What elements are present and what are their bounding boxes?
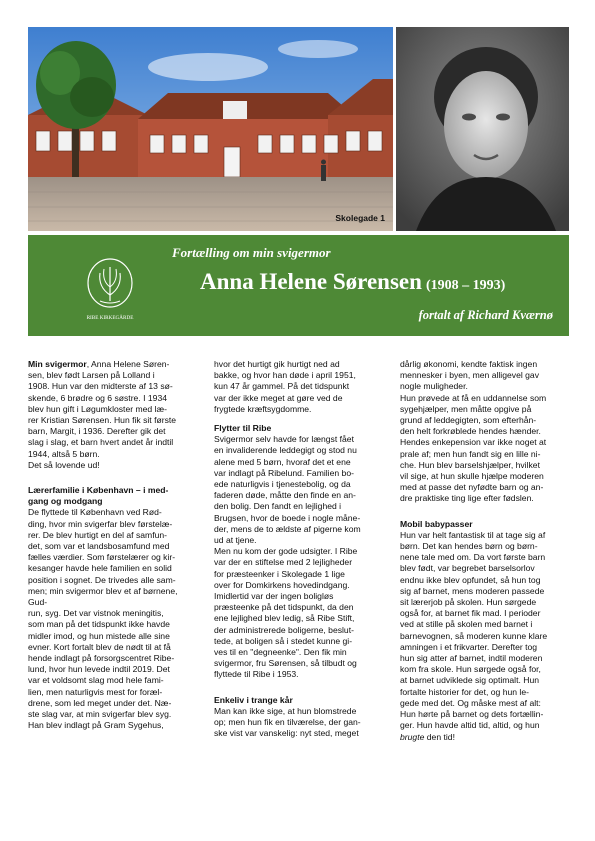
text-line: faderen døde, måtte den finde en an- [214, 490, 356, 501]
text-line: Man kan ikke sige, at hun blomstrede [214, 705, 357, 716]
text-line: Han blev indlagt på Gram Sygehus, [28, 720, 164, 731]
text-line: midler imod, og hun mistede alle sine [28, 630, 170, 641]
text-line: sygehjælper, men måtte opgive på [400, 403, 532, 414]
text-line: alene med 5 børn, hvoraf det et ene [214, 456, 351, 467]
text-line: kun 47 år gammel. På det tidspunkt [214, 381, 350, 392]
text-line: var der en stiftelse med 2 lejligheder [214, 557, 353, 568]
text-line: ske vist var vanskelig: nyt sted, meget [214, 728, 359, 739]
text-line: dre praktiske ting lige efter fødslen. [400, 493, 534, 504]
text-line: barnevognen, så moderen kunne klare [400, 630, 548, 641]
text-line: run, syg. Det var vistnok meningitis, [28, 608, 164, 619]
text-line: lund, hvor hun levede indtil 2019. Det [28, 664, 170, 675]
text-line: De flyttede til København ved Rød- [28, 507, 162, 518]
text-line: grund af leddegigten, som efterhån- [400, 415, 537, 426]
text-line: at barnet udviklede sig optimalt. Hun [400, 675, 540, 686]
text-line: hvor det hurtigt gik hurtigt ned ad [214, 359, 340, 369]
text-line: sen, blev født Larsen på Lolland i [28, 370, 155, 381]
emphasis-brugte: brugte [400, 731, 425, 742]
section-heading-mobil-babypasser: Mobil babypasser [400, 518, 473, 529]
text-line: Hun var helt fantastisk til at tage sig af [400, 529, 546, 540]
text-line: det, som var et landsbosamfund med [28, 541, 170, 552]
text-line: che. Hun blev barselshjælper, hvilket [400, 459, 540, 470]
life-years: (1908 – 1993) [425, 278, 506, 293]
portrait-photo [396, 27, 569, 231]
text-line: amningen i et frikvarter. Derefter tog [400, 641, 538, 652]
text-line: mennesker i byen, men alligevel gav [400, 370, 540, 381]
text-line: position i sognet. De trivedes alle sam- [28, 574, 176, 585]
person-name: Anna Helene Sørensen [200, 269, 422, 294]
section-heading-enkeliv: Enkeliv i trange kår [214, 694, 293, 705]
text-line: frygtede kræftsygdomme. [214, 403, 312, 414]
text-line: 1944, altså 5 børn. [28, 448, 100, 459]
section-heading-flytter-til-ribe: Flytter til Ribe [214, 423, 272, 434]
text-line: gede med det. Og måske mest af alt: [400, 697, 541, 708]
text-line: ede naturligvis i tjenestebolig, og da [214, 479, 351, 490]
text-line: drene, som led meget under det. Næ- [28, 697, 172, 708]
text-line: men; min svigermor blev et af børnene, Gud- [28, 585, 178, 608]
text-line: vil sige, at hun skulle hjælpe moderen [400, 471, 544, 482]
ribe-kirkegaarde-logo [78, 249, 142, 323]
column-3 [400, 359, 568, 743]
text-line: nogle muligheder. [400, 381, 468, 392]
text-line: dårlig økonomi, kendte faktisk ingen [400, 359, 538, 369]
text-line: Hun hørte på barnet og dets fortællin- [400, 709, 544, 720]
text-line: svigermor, fru Sørensen, så tilbudt og [214, 658, 357, 669]
text-line: hun sig atter af barnet, indtil moderen [400, 653, 543, 664]
spacer [28, 471, 196, 482]
text-line: barn, Margit, i 1936. Derefter gik det [28, 426, 166, 437]
text-line: kom fra skole. Hun sørgede også for, [400, 664, 541, 675]
text-line: rer Kristian Sørensen. Hun fik sit første [28, 415, 177, 426]
skolegade-photo-illustration [28, 27, 393, 231]
text-line: den bolig. Den fandt en lejlighed i [214, 501, 342, 512]
text-line: sig af barnet, mens moderen passede [400, 585, 545, 596]
photo-row [28, 27, 569, 231]
text-line: Svigermor selv havde for længst fået [214, 434, 354, 445]
text-line: skende, 6 brødre og 6 søstre. I 1934 [28, 392, 168, 403]
text-line: med at passe det nyfødte barn og an- [400, 482, 544, 493]
section-heading-laererfamilie: Lærerfamilie i København – i med- gang og modgang [28, 485, 169, 507]
text-line: fortalte historier for det, og hun le- [400, 686, 529, 697]
text-line: 1908. Hun var den midterste af 13 sø- [28, 381, 173, 392]
text-line: Men nu kom der gode udsigter. I Ribe [214, 546, 358, 557]
text-line: bakke, og hvor han døde i april 1951, [214, 370, 356, 381]
text-line: endnu ikke blev opfundet, så hun tog [400, 574, 541, 585]
text-line: fælles værdier. Som førstelærer og kir- [28, 552, 176, 563]
text-line: Imidlertid var der ingen boligløs [214, 591, 334, 602]
text-line: ding, hvor min svigerfar blev førstelæ- [28, 518, 173, 529]
banner-subtitle: Fortælling om min svigermor [172, 245, 331, 260]
text-line: børn. Det kan hendes børn og børn- [400, 541, 538, 552]
text-line: Brugsen, hvor de boede i nogle måne- [214, 512, 361, 523]
text-line: ud at tjene. [214, 535, 257, 546]
text-line: tede, at boligen så i stedet kunne gi- [214, 635, 353, 646]
text-line: der, mens de to ældste af pigerne kom [214, 523, 361, 534]
text-line: op; men hun fik en tilværelse, der gan- [214, 717, 361, 728]
text-line: ene lejlighed blev ledig, så Ribe Stift, [214, 613, 355, 624]
text-line: sit lærerjob på skolen. Hun sørgede [400, 597, 537, 608]
text-line: hende indlagt på forsorgscentret Ribe- [28, 653, 175, 664]
text-line: evner. Kort fortalt blev de nødt til at få [28, 641, 171, 652]
text-line: blev født, var begrebet barselsorlov [400, 563, 535, 574]
text-line: også for, at barnet fik mad. I perioder [400, 608, 541, 619]
text-line: slag i slag, et barn hvert andet år indtil [28, 437, 174, 448]
text-line: over for Domkirkens hovedindgang. [214, 579, 350, 590]
text-line: ves til en "degneenke". Den fik min [214, 647, 347, 658]
text-line: var der ikke meget at gøre ved de [214, 392, 343, 403]
last-line: brugte den tid! [400, 731, 455, 742]
title-banner [28, 235, 569, 336]
text-line: rer. De blev hurtigt en del af samfun- [28, 529, 168, 540]
banner-byline: fortalt af Richard Kværnø [418, 308, 553, 322]
column-2 [214, 359, 382, 740]
text-line: ste slag var, at min svigerfar blev syg. [28, 709, 172, 720]
text-line: for præsteenker i Skolegade 1 lige [214, 568, 345, 579]
text-line: der administrerede boligerne, beslut- [214, 624, 354, 635]
text-line: kesanger havde hele familien en solid [28, 563, 172, 574]
text-line: blev hun gift i Løgumkloster med læ- [28, 403, 167, 414]
column-1 [28, 359, 196, 732]
text-line: ger. Hun havde altid tid, altid, og hun [400, 720, 540, 731]
text-line: Hun prøvede at få en uddannelse som [400, 392, 547, 403]
skolegade-photo [28, 27, 393, 231]
text-line: en invaliderende leddegigt og stod nu [214, 445, 357, 456]
text-line: var indlagt på Ribelund. Familien bo- [214, 467, 354, 478]
photo-caption: Skolegade 1 [335, 213, 385, 223]
text-line: flyttede til Ribe i 1953. [214, 669, 299, 680]
text-line: ved at stille på skolen med barnet i [400, 619, 533, 630]
text-line: Det så lovende ud! [28, 459, 100, 470]
text-line: Hendes enkepension var ikke noget at [400, 437, 547, 448]
text-line: den helt forkrøblede hendes hænder. [400, 426, 541, 437]
text-line: lien, men naturligvis mest for foræl- [28, 686, 163, 697]
logo-text: RIBE KIRKEGÅRDE [86, 315, 134, 321]
text-line: som man på det tidspunkt ikke havde [28, 619, 170, 630]
intro-first-line: Min svigermor, Anna Helene Søren- [28, 359, 170, 369]
text-line: præsteenke på det tidspunkt, da den [214, 602, 354, 613]
banner-title [200, 269, 505, 295]
intro-lead: Min svigermor [28, 359, 87, 369]
text-line: prale af; men hun fandt sig en lille ni- [400, 448, 541, 459]
text-line: nene tale med om. Da vort første barn [400, 552, 546, 563]
text-line: var et voldsomt slag mod hele fami- [28, 675, 164, 686]
portrait-illustration [396, 27, 569, 231]
